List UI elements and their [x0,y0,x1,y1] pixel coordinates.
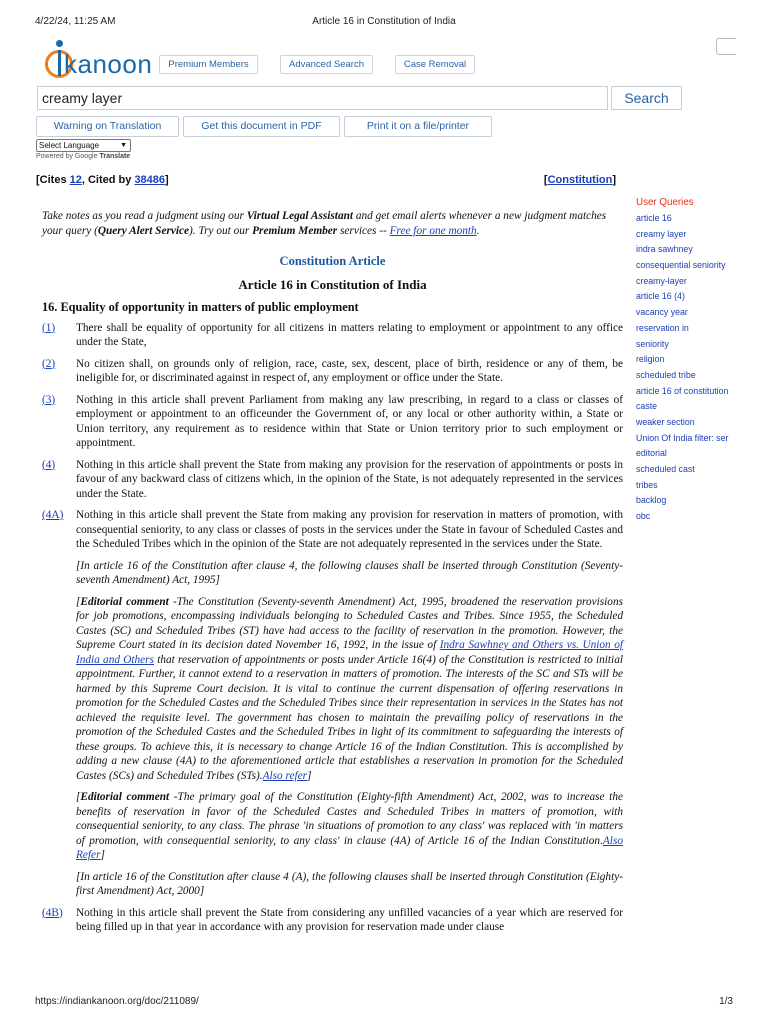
print-footer [35,996,733,1010]
user-query-link[interactable]: obc [636,511,651,522]
also-refer-link[interactable]: Also refer [262,769,308,782]
doc-source-open: [ [543,174,548,186]
clause-number-link[interactable]: (1) [42,321,56,334]
virtual-legal-assistant-text: Virtual Legal Assistant [246,210,354,222]
translate-text: Translate [99,153,131,160]
cites-line [36,174,169,186]
user-query-link[interactable]: weaker section [636,416,695,427]
print-to-file-button[interactable]: Print it on a file/printer [344,116,492,137]
powered-by-google-translate[interactable] [36,153,130,160]
advanced-search-button[interactable]: Advanced Search [280,55,373,74]
case-removal-button[interactable]: Case Removal [395,55,475,74]
free-trial-link[interactable]: Free for one month [389,224,477,237]
promo-part: services -- [337,224,390,237]
promo-part: and get email alerts whenever a new judgment matches your query ( [42,210,607,237]
user-query-link[interactable]: seniority [636,338,669,349]
language-select[interactable] [36,139,131,152]
user-query-link[interactable]: article 16 of constitution [636,385,729,396]
also-refer-link[interactable]: Also Refer [76,834,623,861]
editorial-comment [76,790,623,863]
user-query-link[interactable]: indra sawhney [636,244,693,255]
promo-text [42,209,623,238]
clause [42,906,623,935]
search-input[interactable]: creamy layer [37,86,608,110]
user-query-link[interactable]: consequential seniority [636,260,726,271]
editorial-comment-label: Editorial comment [80,791,170,803]
premium-members-button[interactable]: Premium Members [159,55,258,74]
editorial-comment [76,595,623,784]
search-button[interactable]: Search [611,86,682,110]
user-query-link[interactable]: Union Of India filter: ser [636,432,729,443]
editorial-text: that reservation of appointments or posts under Article 16(4) of the Constitution is restricted to initial appointment. Further, it cannot extend to a reservation in matters of promotion. The interests of the SC and STs will be harmed by this Supreme Court decision. It is vital to continue the current dispensation of offering reservations in promotion for the Scheduled Castes and the Scheduled Tribes since their representation in services in the States has not achieved the requisite level. The government has chosen to maintain the prevailing policy of reservations in the promotion of the Scheduled Castes and the Scheduled Tribes in light of its commitment to safeguarding the interests of these groups. To achieve this, it is necessary to change Article 16 of the Indian Constitution. This is accomplished by adding a new clause (4A) to the aforementioned article that establishes a reservation in promotion for the Scheduled Castes (SCs) and Scheduled Tribes (STs). [76,653,623,782]
article-title: Article 16 in Constitution of India [238,276,427,292]
user-query-link[interactable]: vacancy year [636,307,688,318]
print-header [35,16,733,30]
clause-text: Nothing in this article shall prevent the State from considering any unfilled vacancies of a year which are reserved for being filled up in that year in accordance with any provision for reservation made under clause [76,906,623,933]
cited-by-label: , Cited by [81,174,135,186]
user-queries-title: User Queries [636,197,694,208]
amendment-note: [In article 16 of the Constitution after clause 4 (A), the following clauses shall be inserted through Constitution (Eighty-first Amendment) Act, 2000] [76,870,623,897]
editorial-comment-label: Editorial comment [80,595,169,608]
cites-prefix: [Cites [36,174,70,186]
powered-by-text: Powered by [36,153,73,160]
clause-number-link[interactable]: (3) [42,393,56,406]
editorial-text: -The primary goal of the Constitution (Eighty-fifth Amendment) Act, 2002, was to increase the benefits of reservation in favor of the Scheduled Castes and Scheduled Tribes in matters of promotion, with consequential seniority, to any class. The phrase 'in situations of promotion to any class' was replaced with 'in matters of promotion, with consequential seniority, to any class' in clause (4A) of Article 16 of the Indian Constitution. [76,791,623,847]
language-select-value: Select Language [39,141,100,150]
clause [42,393,623,451]
user-query-link[interactable]: creamy layer [636,228,687,239]
chevron-down-icon: ▼ [120,142,127,149]
logo-text: kanoon [64,49,153,79]
print-url: https://indiankanoon.org/doc/211089/ [35,996,199,1007]
user-query-link[interactable]: scheduled tribe [636,369,696,380]
get-pdf-button[interactable]: Get this document in PDF [183,116,340,137]
user-query-link[interactable]: editorial [636,448,667,459]
clause-number-link[interactable]: (4A) [42,509,64,521]
promo-part: ). Try out our [189,224,253,237]
editorial-text: -The Constitution (Seventy-seventh Amendment) Act, 1995, broadened the reservation provisions for job promotions, encompassing individuals belonging to Scheduled Castes and Tribes. Since 1955, the Scheduled Castes (SC) and Scheduled Tribes (ST) have had access to the facility of reservation in the promotion. However, the Supreme Court stated in its decision dated November 16, 1992, in the issue of [76,595,623,651]
clause-text: Nothing in this article shall prevent the State from making any provision for the reservation of appointments or posts in favour of any backward class of citizens which, in the opinion of the State, is not adequately represented in the services under the State. [76,458,623,500]
clause-text: There shall be equality of opportunity for all citizens in matters relating to employment or appointment to any office under the State, [76,321,623,348]
doc-source [544,174,616,186]
indian-kanoon-logo[interactable] [42,40,154,82]
user-query-link[interactable]: article 16 (4) [636,291,685,302]
cited-by-link[interactable]: 38486 [134,174,166,186]
user-query-link[interactable]: tribes [636,479,658,490]
indra-sawhney-case-link[interactable]: Indra Sawhney and Others vs. Union of India and Others [76,639,623,666]
clause [42,458,623,502]
promo-part: Take notes as you read a judgment using our [42,210,247,222]
cites-link[interactable]: 12 [69,174,82,186]
print-page-number: 1/3 [719,996,733,1007]
clause [42,508,623,552]
doc-source-close: ] [612,174,616,186]
user-query-link[interactable]: scheduled cast [636,464,695,474]
print-datetime: 4/22/24, 11:25 AM [35,16,116,27]
warning-on-translation-button[interactable]: Warning on Translation [36,116,179,137]
bracket: ] [307,769,312,782]
user-query-link[interactable]: caste [636,401,658,412]
logo-stem-icon [58,50,61,76]
document-body [42,209,623,942]
section-title: 16. Equality of opportunity in matters of public employment [42,300,359,314]
user-query-link[interactable]: backlog [636,495,667,506]
clause-number-link[interactable]: (4B) [42,906,63,919]
promo-part: . [476,224,480,237]
amendment-note: [In article 16 of the Constitution after clause 4, the following clauses shall be inserted through Constitution (Seventy-seventh Amendment) Act, 1995] [76,559,623,586]
user-query-link[interactable]: religion [636,354,665,365]
bracket: ] [100,849,105,861]
clause-number-link[interactable]: (4) [42,458,56,471]
doc-source-link[interactable]: Constitution [547,174,613,186]
clause-text: No citizen shall, on grounds only of religion, race, caste, sex, descent, place of birth, residence or any of them, be ineligible for, or discriminated against in respect of, any employment or office under the State. [76,357,623,384]
user-query-link[interactable]: reservation in [636,322,689,333]
logo-dot-icon [56,40,63,47]
user-queries-sidebar [636,197,736,525]
user-query-link[interactable]: article 16 [636,213,672,223]
clause-text: Nothing in this article shall prevent the State from making any provision for reservation in matters of promotion, with consequential seniority, to any class or classes of posts in the services under the State in favour of Scheduled Castes and the Scheduled Tribes which in the opinion of the State are not adequately represented in the services under the State. [76,509,623,550]
page-corner-box [716,38,736,55]
print-title: Article 16 in Constitution of India [312,16,456,27]
user-query-link[interactable]: creamy-layer [636,275,687,286]
constitution-article-heading: Constitution Article [279,254,386,268]
clause-text: Nothing in this article shall prevent Parliament from making any law prescribing, in regard to a class or classes of employment or appointment to an officeunder the Government of, or any local or other authority within, a State or Union territory, any requirement as to residence within that State or Union territory prior to such employment or appointment. [76,393,623,449]
clause-number-link[interactable]: (2) [42,357,56,370]
premium-member-text: Premium Member [252,224,338,237]
clause [42,357,623,386]
query-alert-service-text: Query Alert Service [97,224,190,237]
cites-suffix: ] [165,174,169,186]
google-logo-text: Google [74,153,98,160]
clause [42,321,623,350]
bracket: [ [76,791,81,803]
bracket: [ [76,595,81,608]
